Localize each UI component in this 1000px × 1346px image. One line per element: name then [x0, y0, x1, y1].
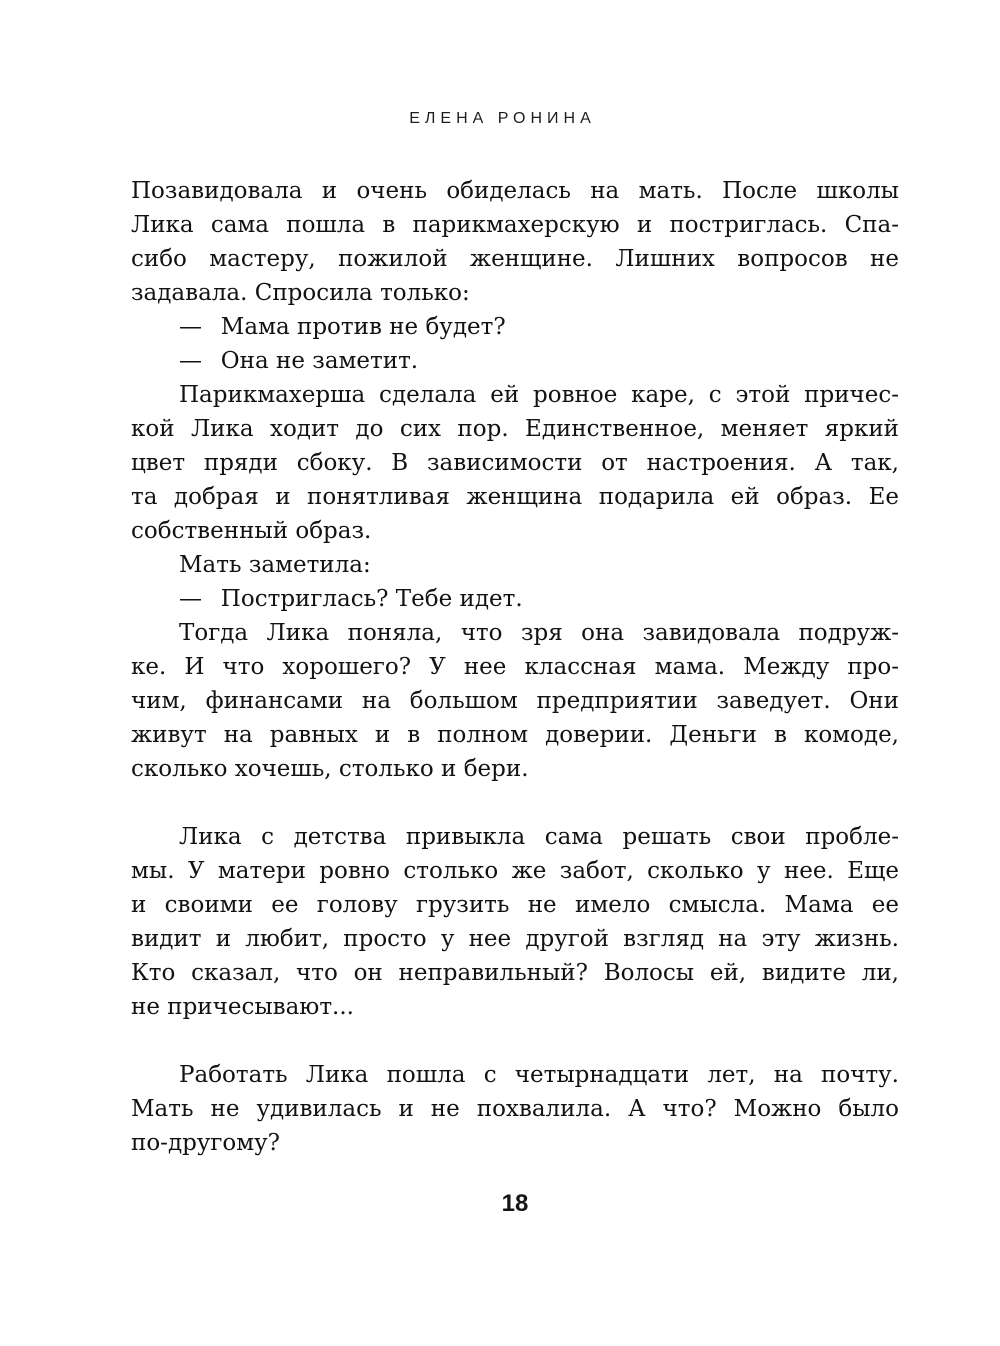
text-line: Парикмахерша сделала ей ровное каре, с этой причес-: [179, 382, 899, 408]
dialogue-paragraph: [131, 344, 899, 378]
text-line: Мать не удивилась и не похвалила. А что? Можно было: [131, 1096, 899, 1122]
text-line: и своими ее голову грузить не имело смысла. Мама ее: [131, 892, 899, 918]
running-head-author: ЕЛЕНА РОНИНА: [409, 110, 596, 127]
text-line: сибо мастеру, пожилой женщине. Лишних вопросов не: [131, 246, 899, 272]
text-line: Работать Лика пошла с четырнадцати лет, на почту.: [179, 1062, 899, 1088]
text-line: не причесывают...: [131, 994, 354, 1020]
text-line: та добрая и понятливая женщина подарила ей образ. Ее: [131, 484, 899, 510]
text-line: Мать заметила:: [179, 552, 371, 578]
text-line: мы. У матери ровно столько же забот, сколько у нее. Еще: [131, 858, 899, 884]
text-line: Позавидовала и очень обиделась на мать. После школы: [131, 178, 899, 204]
paragraph: [131, 548, 899, 582]
text-line: живут на равных и в полном доверии. Деньги в комоде,: [131, 722, 899, 748]
paragraph: [131, 616, 899, 786]
text-line: видит и любит, просто у нее другой взгляд на эту жизнь.: [131, 926, 899, 952]
page-number: 18: [501, 1190, 529, 1217]
text-line: — Постриглась? Тебе идет.: [179, 586, 523, 612]
text-line: сколько хочешь, столько и бери.: [131, 756, 529, 782]
text-line: — Она не заметит.: [179, 348, 419, 374]
paragraph: [131, 174, 899, 310]
text-line: задавала. Спросила только:: [131, 280, 470, 306]
dialogue-paragraph: [131, 310, 899, 344]
text-line: Лика с детства привыкла сама решать свои пробле-: [179, 824, 899, 850]
text-line: — Мама против не будет?: [179, 314, 506, 340]
text-line: чим, финансами на большом предприятии заведует. Они: [131, 688, 899, 714]
text-line: собственный образ.: [131, 518, 372, 544]
paragraph: [131, 378, 899, 548]
page-body: [131, 174, 899, 1160]
text-line: по-другому?: [131, 1130, 281, 1156]
text-line: Тогда Лика поняла, что зря она завидовала подруж-: [179, 620, 899, 646]
text-line: ке. И что хорошего? У нее классная мама. Между про-: [131, 654, 899, 680]
text-line: кой Лика ходит до сих пор. Единственное, меняет яркий: [131, 416, 899, 442]
text-line: цвет пряди сбоку. В зависимости от настроения. А так,: [131, 450, 899, 476]
text-line: Лика сама пошла в парикмахерскую и постриглась. Спа-: [131, 212, 899, 238]
text-line: Кто сказал, что он неправильный? Волосы ей, видите ли,: [131, 960, 899, 986]
paragraph: [131, 820, 899, 1024]
paragraph: [131, 1058, 899, 1160]
dialogue-paragraph: [131, 582, 899, 616]
